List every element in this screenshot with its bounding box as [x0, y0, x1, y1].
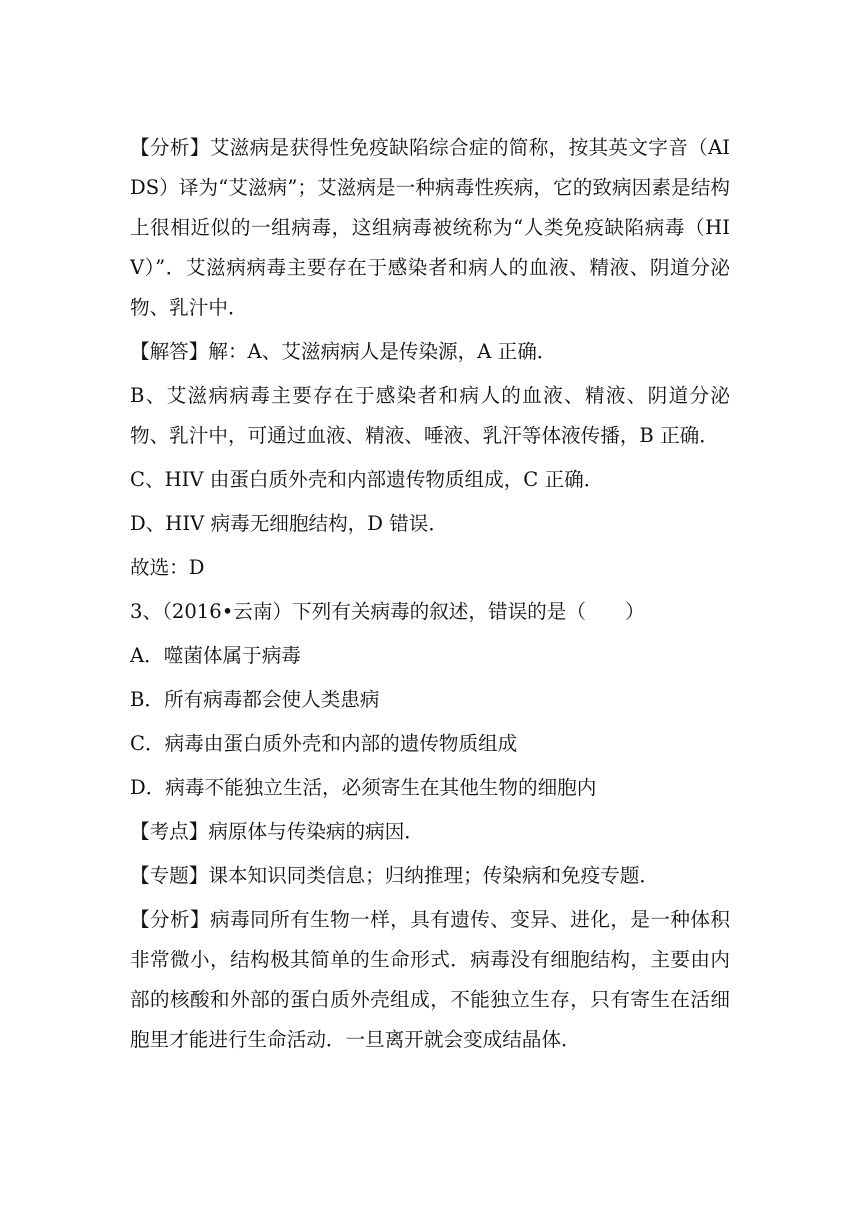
analysis-paragraph: 【分析】艾滋病是获得性免疫缺陷综合症的简称，按其英文字音（AIDS）译为“艾滋病”；艾滋病是一种病毒性疾病，它的致病因素是结构上很相近似的一组病毒，这组病毒被统称为“人类免疫缺陷病毒（HIV）”．艾滋病病毒主要存在于感染者和病人的血液、精液、阴道分泌物、乳汁中． [130, 136, 730, 319]
selected-answer: 故选：D [130, 556, 205, 579]
topic: 【专题】课本知识同类信息；归纳推理；传染病和免疫专题． [130, 864, 660, 887]
answer-option-d: D、HIV 病毒无细胞结构，D 错误． [130, 512, 448, 535]
document-body [130, 128, 730, 1060]
answer-paragraph: 【解答】解：A、艾滋病病人是传染源，A 正确． [130, 340, 557, 363]
question-3-option-c: C．病毒由蛋白质外壳和内部的遗传物质组成 [130, 732, 518, 755]
answer-option-c: C、HIV 由蛋白质外壳和内部遗传物质组成，C 正确． [130, 468, 604, 491]
knowledge-point: 【考点】病原体与传染病的病因． [130, 820, 424, 843]
analysis-paragraph-3: 【分析】病毒同所有生物一样，具有遗传、变异、进化，是一种体积非常微小，结构极其简单的生命形式．病毒没有细胞结构，主要由内部的核酸和外部的蛋白质外壳组成，不能独立生存，只有寄生在活细胞里才能进行生命活动．一旦离开就会变成结晶体． [130, 908, 730, 1051]
question-3-option-b: B．所有病毒都会使人类患病 [130, 688, 380, 711]
answer-option-b: B、艾滋病病毒主要存在于感染者和病人的血液、精液、阴道分泌物、乳汁中，可通过血液、精液、唾液、乳汗等体液传播，B 正确． [130, 384, 730, 447]
question-3-option-a: A．噬菌体属于病毒 [130, 644, 301, 667]
question-3-option-d: D．病毒不能独立生活，必须寄生在其他生物的细胞内 [130, 776, 597, 799]
question-3: 3、（2016•云南）下列有关病毒的叙述，错误的是（ ） [130, 600, 645, 623]
